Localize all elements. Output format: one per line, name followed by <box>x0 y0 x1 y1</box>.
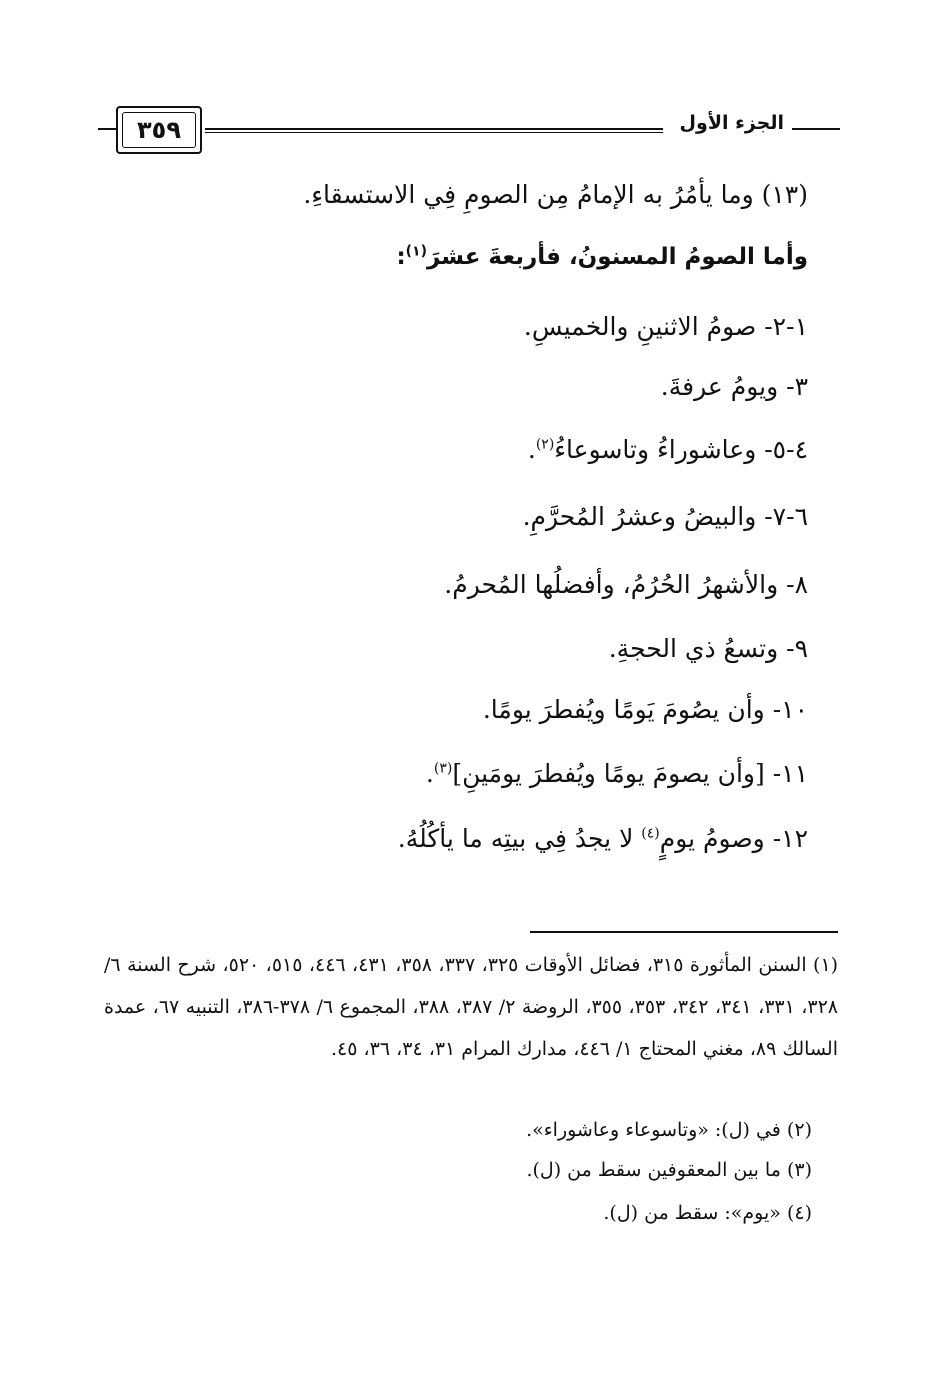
body-line-2 <box>396 240 808 274</box>
page-number-frame <box>116 106 202 154</box>
body-line-5-text: ٤-٥- وعاشوراءُ وتاسوعاءُ <box>554 435 808 464</box>
footnote-3: (٣) ما بين المعقوفين سقط من (ل). <box>526 1159 812 1181</box>
header-rule-right <box>792 128 840 130</box>
body-line-5 <box>528 433 808 467</box>
header-rule-middle-thin <box>205 132 663 133</box>
footnote-4: (٤) «يوم»: سقط من (ل). <box>603 1202 812 1224</box>
body-line-2-end: : <box>396 244 406 270</box>
footnote-ref-4: (٤) <box>641 825 660 842</box>
running-title: الجزء الأول <box>679 112 784 134</box>
body-line-3: ١-٢- صومُ الاثنينِ والخميسِ. <box>523 312 808 341</box>
body-line-11-rest: لا يجدُ فِي بيتِه ما يأكُلُهُ. <box>397 824 642 853</box>
body-line-8: ٩- وتسعُ ذي الحجةِ. <box>608 634 808 663</box>
footnote-separator <box>530 931 838 933</box>
body-line-11-start: ١٢- وصومُ يومٍ <box>659 824 808 853</box>
header-rule-middle <box>205 128 663 130</box>
header-rule-left <box>98 128 116 130</box>
body-line-10-end: . <box>425 759 434 788</box>
page-number: ٣٥٩ <box>122 112 196 148</box>
footnote-1: (١) السنن المأثورة ٣١٥، فضائل الأوقات ٣٢٥، ٣٣٧، ٣٥٨، ٤٣١، ٤٤٦، ٥١٥، ٥٢٠، شرح السنة ٦/ ٣٢٨، ٣٣١، ٣٤١، ٣٤٢، ٣٥٣، ٣٥٥، الروضة ٢/ ٣٨٧، ٣٨٨، المجموع ٦/ ٣٧٨-٣٨٦، التنبيه ٦٧، عمدة السالك ٨٩، مغني المحتاج ١/ ٤٤٦، مدارك المرام ٣١، ٣٤، ٣٦، ٤٥. <box>104 954 839 1060</box>
body-line-9: ١٠- وأن يصُومَ يَومًا ويُفطرَ يومًا. <box>482 695 808 724</box>
body-line-5-end: . <box>527 435 536 464</box>
body-line-7: ٨- والأشهرُ الحُرُمُ، وأفضلُها المُحرمُ. <box>444 570 808 599</box>
body-line-6: ٦-٧- والبيضُ وعشرُ المُحرَّمِ. <box>522 502 808 531</box>
body-line-1: (١٣) وما يأمُرُ به الإمامُ مِن الصومِ فِي الاستسقاءِ. <box>303 180 808 209</box>
body-line-10 <box>426 757 808 791</box>
footnote-ref-2: (٢) <box>535 436 555 453</box>
body-line-4: ٣- ويومُ عرفةَ. <box>660 372 808 401</box>
body-line-11 <box>398 822 808 856</box>
footnote-ref-3: (٣) <box>433 760 453 777</box>
body-line-2-text: وأما الصومُ المسنونُ، فأربعةَ عشرَ <box>427 244 808 270</box>
body-line-10-text: ١١- [وأن يصومَ يومًا ويُفطرَ يومَينِ] <box>452 759 808 788</box>
footnote-ref-1: (١) <box>405 243 427 260</box>
footnote-2: (٢) في (ل): «وتاسوعاء وعاشوراء». <box>526 1119 812 1141</box>
